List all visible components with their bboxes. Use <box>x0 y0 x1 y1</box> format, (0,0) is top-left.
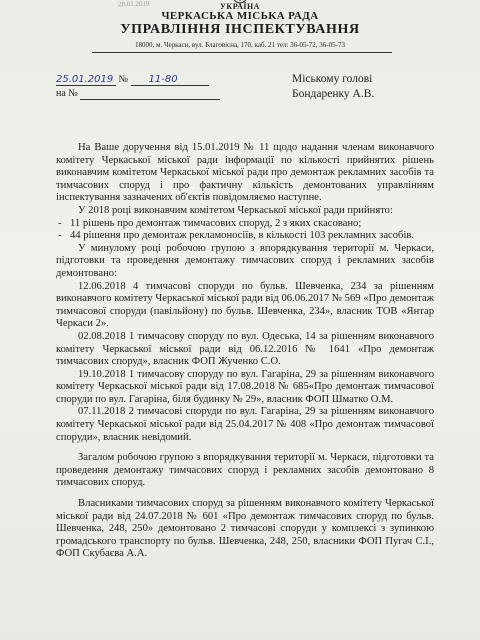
owners-paragraph: Власниками тимчасових споруд за рішенням виконавчого комітету Черкаської міської ради від 24.07.2018 № 601 «Про демонтаж тимчасових споруд по бульв. Шевченка, 248, 250» демонтовано 2 тимчасові споруди у комплексі з зупинкою громадського транспорту по бульв. Шевченка, 248, 250, власники ФОП Пугач С.І., ФОП Скубаєва А.А. <box>56 498 434 560</box>
dismantling-entry: 02.08.2018 1 тимчасову споруду по вул. Одеська, 14 за рішенням виконавчого комітету Черкаської міської ради від 06.12.2016 № 1641 «Про демонтаж тимчасових споруд», власник ФОП Жученко С.О. <box>56 330 434 368</box>
dismantling-entry: 19.10.2018 1 тимчасову споруду по вул. Гагаріна, 29 за рішенням виконавчого комітету Черкаської міської ради від 17.08.2018 № 685«Про демонтаж тимчасової споруди по вул. Гагаріна, біля будинку № 29», власник ФОП Шматко О.М. <box>56 368 434 405</box>
list-item-text: 11 рішень про демонтаж тимчасових споруд, 2 з яких скасовано; <box>70 217 362 229</box>
letterhead-department: УПРАВЛІННЯ ІНСПЕКТУВАННЯ <box>120 22 360 37</box>
outgoing-ref-line <box>56 74 209 86</box>
list-item-text: 44 рішення про демонтаж рекламоносіїв, в кількості 103 рекламних засобів. <box>70 230 415 242</box>
letterhead-council: ЧЕРКАСЬКА МІСЬКА РАДА <box>161 10 319 22</box>
dismantling-entry: 07.11.2018 2 тимчасові споруди по вул. Гагаріна, 29 за рішенням виконавчого комітету Черкаської міської ради від 25.04.2017 № 408 «Про демонтаж тимчасової споруди», власник невідомий. <box>56 406 434 443</box>
addressee-block <box>292 72 374 102</box>
working-group-paragraph: У минулому році робочою групою з впорядкування території м. Черкаси, підготовки та проведення демонтажу тимчасових споруд і рекламних засобів демонтовано: <box>56 242 434 279</box>
letterhead-divider <box>92 52 392 53</box>
total-paragraph: Загалом робочою групою з впорядкування території м. Черкаси, підготовки та проведення демонтажу тимчасових споруд і рекламних засобів демонтовано 8 тимчасових споруд. <box>56 452 434 489</box>
letterhead-country: УКРАЇНА <box>220 2 260 11</box>
letterhead-address: 18000, м. Черкаси, вул. Благовісна, 170, каб. 21 тел: 36-05-72, 36-05-73 <box>135 41 345 49</box>
addressee-title: Міському голові <box>292 73 373 85</box>
dismantling-entry: 12.06.2018 4 тимчасові споруди по бульв. Шевченка, 234 за рішенням виконавчого комітету Черкаської міської ради від 06.06.2017 № 569 «Про демонтаж тимчасової споруди (павільйону) по бульв. Шевченка, 234», власник ТОВ «Янтар Черкаси 2». <box>56 280 434 330</box>
incoming-ref-line <box>56 88 220 100</box>
handwritten-top-note: 28.01.2019 <box>117 0 150 9</box>
decisions-2018-heading: У 2018 році виконавчим комітетом Черкаської міської ради прийнято: <box>78 204 393 216</box>
outgoing-date: 25.01.2019 <box>56 74 114 85</box>
intro-paragraph: На Ваше доручення від 15.01.2019 № 11 щодо надання членам виконавчого комітету Черкаської міської ради інформації по кількості прийнятих рішень виконавчим комітетом Черкаської міської ради про демонтаж рекламних засобів та тимчасових споруд і про фактичну кількість демонтованих управлінням інспектування зазначених об'єктів повідомляємо наступне. <box>56 142 434 204</box>
letter-body <box>56 142 434 561</box>
outgoing-number: 11-80 <box>148 74 178 85</box>
list-item: - 44 рішення про демонтаж рекламоносіїв, в кількості 103 рекламних засобів. <box>58 230 415 242</box>
list-item: - 11 рішень про демонтаж тимчасових споруд, 2 з яких скасовано; <box>58 217 362 229</box>
incoming-ref-label: на № <box>56 88 78 99</box>
number-label: № <box>118 74 129 85</box>
addressee-name: Бондаренку А.В. <box>292 88 375 100</box>
